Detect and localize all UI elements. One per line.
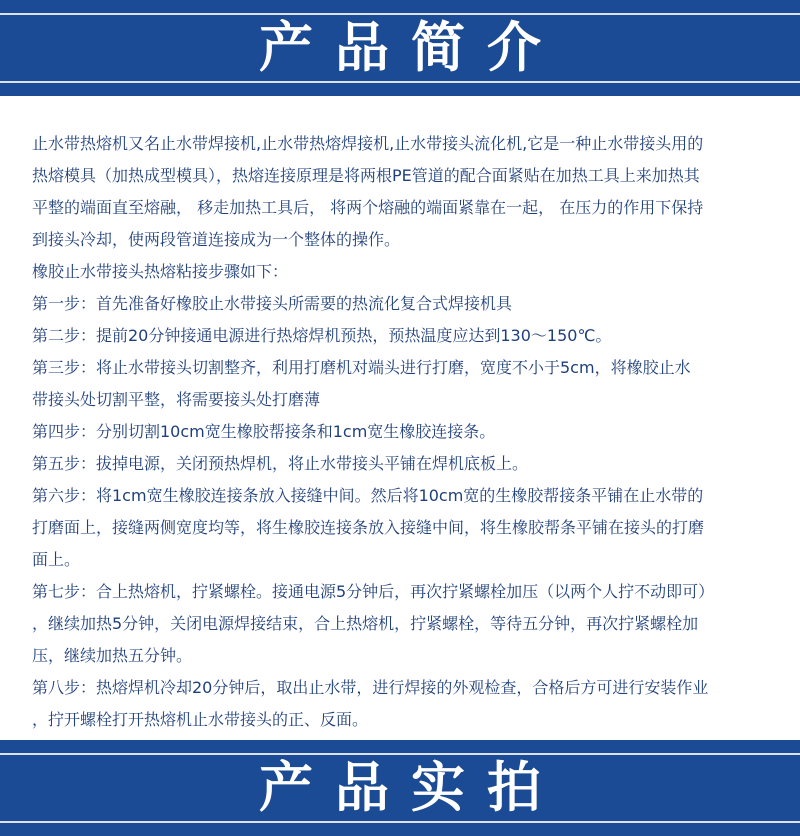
step-5-line: 第五步：拔掉电源，关闭预热焊机，将止水带接头平铺在焊机底板上。 xyxy=(32,454,529,473)
step-7-line: ，继续加热5分钟，关闭电源焊接结束，合上热熔机，拧紧螺栓，等待五分钟，再次拧紧螺栓加 xyxy=(32,614,699,633)
step-7-line: 第七步：合上热熔机，拧紧螺栓。接通电源5分钟后，再次拧紧螺栓加压（以两个人拧不动即可） xyxy=(32,582,715,601)
top-banner-frame xyxy=(0,13,800,83)
step-1-line: 第一步：首先准备好橡胶止水带接头所需要的热流化复合式焊接机具 xyxy=(32,294,513,313)
step-2-line: 第二步：提前20分钟接通电源进行热熔焊机预热，预热温度应达到130～150℃。 xyxy=(32,326,612,345)
top-banner xyxy=(0,0,800,96)
intro-line: 热熔模具（加热成型模具），热熔连接原理是将两根PE管道的配合面紧贴在加热工具上来加热其 xyxy=(32,166,700,185)
intro-line: 到接头冷却，使两段管道连接成为一个整体的操作。 xyxy=(32,230,401,249)
section-title-photos: 产品实拍 xyxy=(259,756,563,819)
intro-line: 止水带热熔机又名止水带焊接机,止水带热熔焊接机,止水带接头流化机,它是一种止水带接头用的 xyxy=(32,134,704,153)
step-7-line: 压，继续加热五分钟。 xyxy=(32,646,193,665)
step-3-line: 带接头处切割平整，将需要接头处打磨薄 xyxy=(32,390,321,409)
step-6-line: 面上。 xyxy=(32,550,81,569)
section-title-intro: 产品简介 xyxy=(259,16,563,79)
steps-heading: 橡胶止水带接头热熔粘接步骤如下： xyxy=(32,262,289,281)
step-8-line: ，拧开螺栓打开热熔机止水带接头的正、反面。 xyxy=(32,710,369,729)
step-3-line: 第三步：将止水带接头切割整齐，利用打磨机对端头进行打磨，宽度不小于5cm，将橡胶止水 xyxy=(32,358,691,377)
step-4-line: 第四步：分别切割10cm宽生橡胶帮接条和1cm宽生橡胶连接条。 xyxy=(32,422,496,441)
step-6-line: 第六步：将1cm宽生橡胶连接条放入接缝中间。然后将10cm宽的生橡胶帮接条平铺在止水带的 xyxy=(32,486,704,505)
bottom-banner-frame xyxy=(0,753,800,823)
intro-line: 平整的端面直至熔融， 移走加热工具后， 将两个熔融的端面紧靠在一起， 在压力的作用下保持 xyxy=(32,198,704,217)
bottom-banner xyxy=(0,740,800,836)
step-8-line: 第八步：热熔焊机冷却20分钟后，取出止水带，进行焊接的外观检查，合格后方可进行安装作业 xyxy=(32,678,709,697)
step-6-line: 打磨面上，接缝两侧宽度均等，将生橡胶连接条放入接缝中间，将生橡胶帮条平铺在接头的打磨 xyxy=(32,518,705,537)
product-description xyxy=(32,128,780,736)
